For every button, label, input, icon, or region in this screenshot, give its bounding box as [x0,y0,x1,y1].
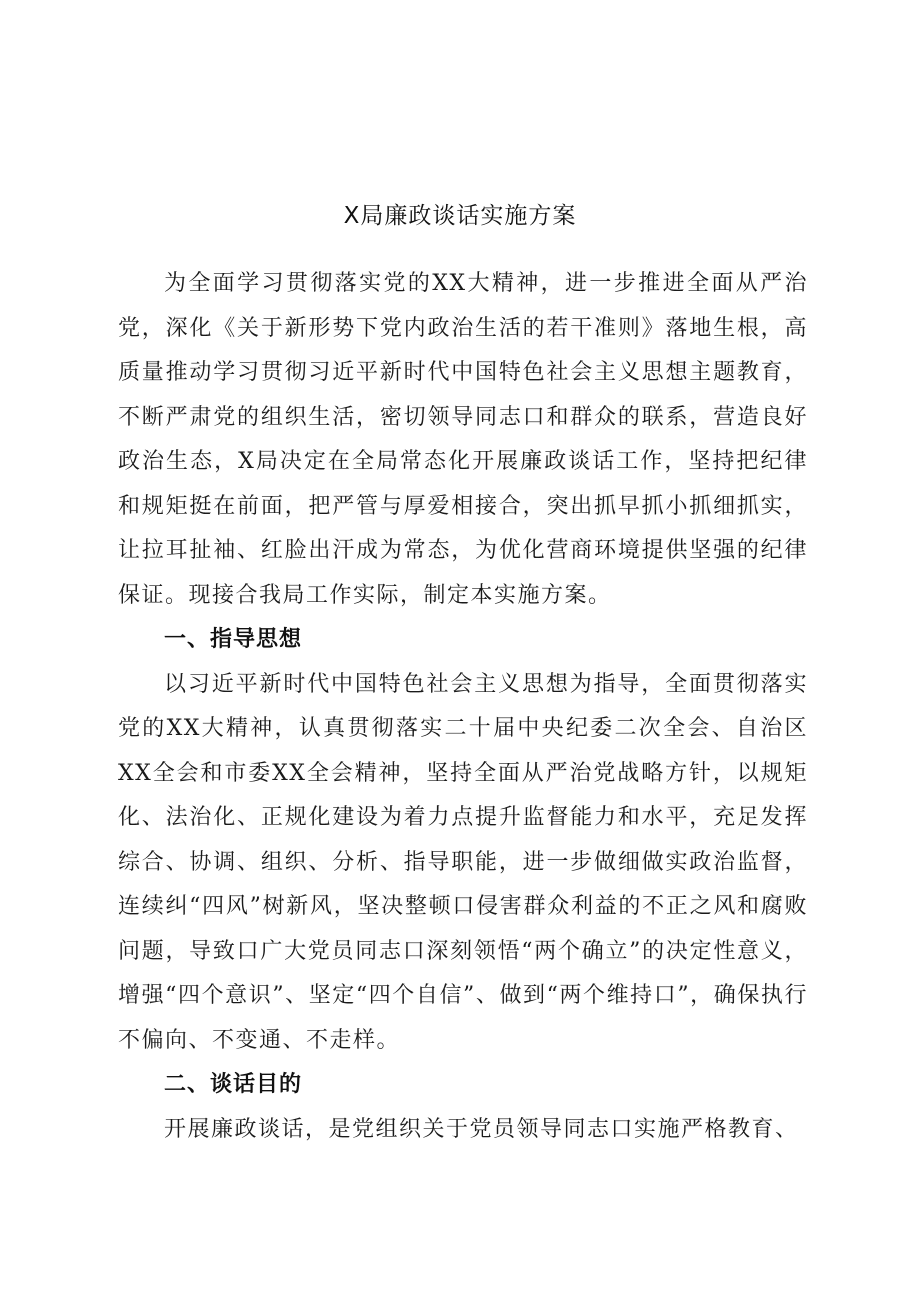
document-body [118,262,808,1152]
section-heading-talk-purpose: 二、谈话目的 [164,1072,303,1097]
document-title: X局廉政谈话实施方案 [343,203,577,229]
guiding-ideology-paragraph: 以习近平新时代中国特色社会主义思想为指导，全面贯彻落实党的XX大精神，认真贯彻落实二十届中央纪委二次全会、自治区XX全会和市委XX全会精神，坚持全面从严治党战略方针，以规矩化、法治化、正规化建设为着力点提升监督能力和水平，充足发挥综合、协调、组织、分析、指导职能，进一步做细做实政治监督，连续纠“四风”树新风，坚决整顿口侵害群众利益的不正之风和腐败问题，导致口广大党员同志口深刻领悟“两个确立”的决定性意义，增强“四个意识”、坚定“四个自信”、做到“两个维持口”，确保执行不偏向、不变通、不走样。 [118,671,808,1053]
talk-purpose-paragraph: 开展廉政谈话，是党组织关于党员领导同志口实施严格教育、 [164,1116,799,1142]
section-heading-guiding-ideology: 一、指导思想 [164,627,303,652]
intro-paragraph: 为全面学习贯彻落实党的XX大精神，进一步推进全面从严治党，深化《关于新形势下党内政治生活的若干准则》落地生根，高质量推动学习贯彻习近平新时代中国特色社会主义思想主题教育，不断严肃党的组织生活，密切领导同志口和群众的联系，营造良好政治生态，X局决定在全局常态化开展廉政谈话工作，坚持把纪律和规矩挺在前面，把严管与厚爱相接合，突出抓早抓小抓细抓实，让拉耳扯袖、红脸出汗成为常态，为优化营商环境提供坚强的纪律保证。现接合我局工作实际，制定本实施方案。 [118,271,808,608]
